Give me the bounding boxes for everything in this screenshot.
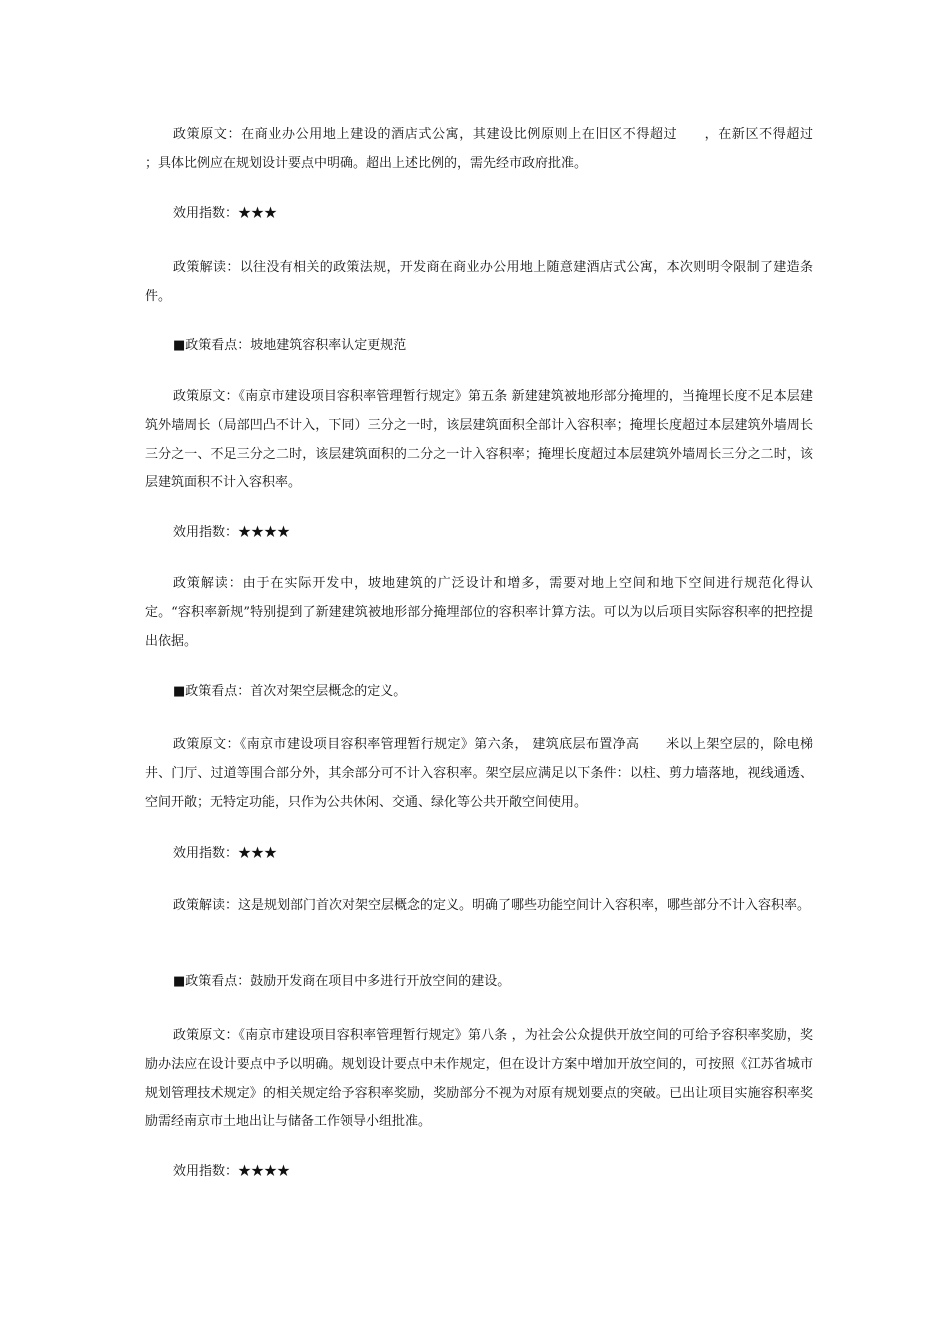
policy-original-text: 政策原文：《南京市建设项目容积率管理暂行规定》第五条 新建建筑被地形部分掩埋的，当掩埋长度不足本层建筑外墙周长（局部凹凸不计入，下同）三分之一时，该层建筑面积全部计入容积率；掩埋长度超过本层建筑外墙周长三分之一、不足三分之二时，该层建筑面积的二分之一计入容积率；掩埋长度超过本层建筑外墙周长三分之二时，该层建筑面积不计入容积率。 (145, 389, 813, 491)
policy-interpretation-text: 政策解读：这是规划部门首次对架空层概念的定义。明确了哪些功能空间计入容积率，哪些部分不计入容积率。 (173, 898, 811, 913)
effectiveness-rating: 效用指数：★★★ (173, 846, 278, 861)
effectiveness-rating: 效用指数：★★★★ (173, 1164, 291, 1179)
policy-original-text: 政策原文：在商业办公用地上建设的酒店式公寓，其建设比例原则上在旧区不得超过 ，在新区不得超过 ；具体比例应在规划设计要点中明确。超出上述比例的，需先经市政府批准。 (145, 127, 840, 171)
policy-highlight-heading: ■政策看点：鼓励开发商在项目中多进行开放空间的建设。 (173, 974, 511, 989)
effectiveness-rating: 效用指数：★★★★ (173, 525, 291, 540)
policy-interpretation-text: 政策解读：由于在实际开发中，坡地建筑的广泛设计和增多，需要对地上空间和地下空间进行规范化得认定。“容积率新规”特别提到了新建建筑被地形部分掩埋部位的容积率计算方法。可以为以后项目实际容积率的把控提出依据。 (145, 576, 813, 649)
policy-interpretation-text: 政策解读：以往没有相关的政策法规，开发商在商业办公用地上随意建酒店式公寓，本次则明令限制了建造条件。 (145, 260, 813, 304)
policy-original-text: 政策原文：《南京市建设项目容积率管理暂行规定》第八条 ，为社会公众提供开放空间的可给予容积率奖励，奖励办法应在设计要点中予以明确。规划设计要点中未作规定，但在设计方案中增加开放空间的，可按照《江苏省城市规划管理技术规定》的相关规定给予容积率奖励，奖励部分不视为对原有规划要点的突破。已出让项目实施容积率奖励需经南京市土地出让与储备工作领导小组批准。 (145, 1028, 813, 1130)
policy-original-text: 政策原文：《南京市建设项目容积率管理暂行规定》第六条， 建筑底层布置净高 米以上架空层的，除电梯井、门厅、过道等围合部分外，其余部分可不计入容积率。架空层应满足以下条件：以柱、剪力墙落地，视线通透、空间开敞；无特定功能，只作为公共休闲、交通、绿化等公共开敞空间使用。 (145, 737, 813, 810)
effectiveness-rating: 效用指数：★★★ (173, 206, 278, 221)
policy-highlight-heading: ■政策看点：首次对架空层概念的定义。 (173, 684, 407, 699)
policy-highlight-heading: ■政策看点：坡地建筑容积率认定更规范 (173, 338, 407, 353)
